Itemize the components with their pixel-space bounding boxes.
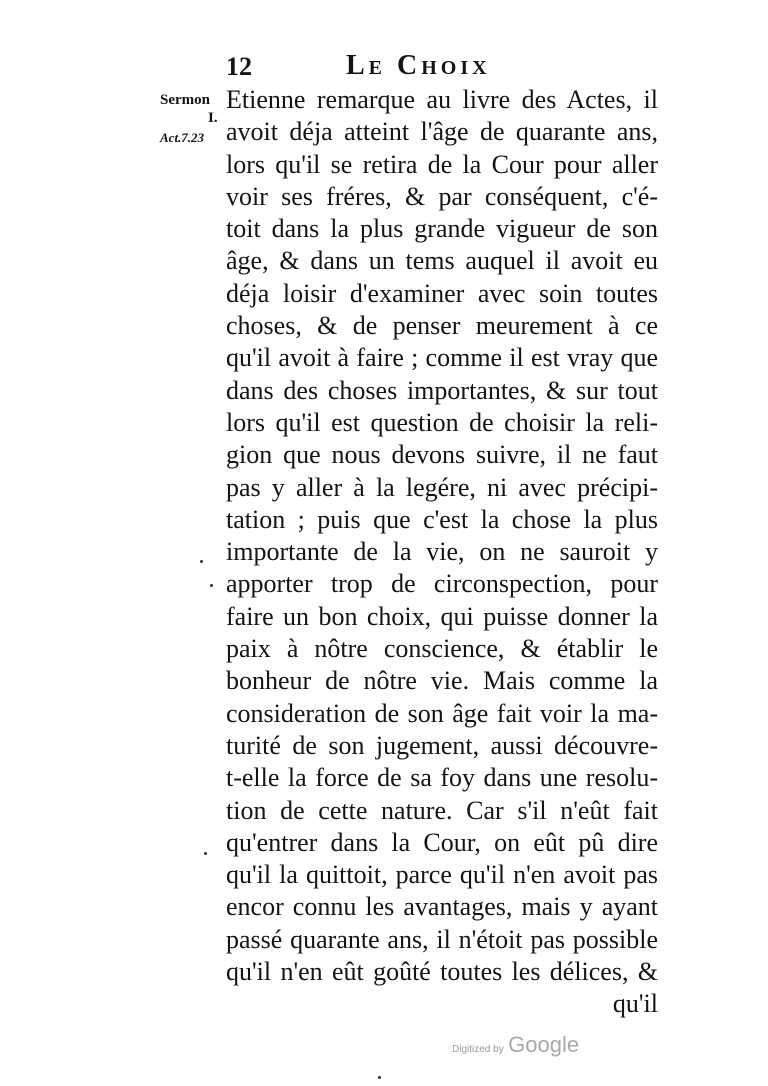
text-line: avoit déja atteint l'âge de quarante ans, xyxy=(226,117,658,147)
text-line: t-elle la force de sa foy dans une resolu- xyxy=(226,763,658,793)
text-line: encor connu les avantages, mais y ayant xyxy=(226,892,658,922)
text-line: lors qu'il est question de choisir la reli- xyxy=(226,407,658,437)
digitized-label: Digitized by xyxy=(452,1044,504,1055)
margin-note-number: I. xyxy=(208,110,218,126)
text-line: pas y aller à la legére, ni avec précipi- xyxy=(226,472,658,502)
body-text xyxy=(226,84,658,1021)
text-line: consideration de son âge fait voir la ma- xyxy=(226,698,658,728)
text-line: déja loisir d'examiner avec soin toutes xyxy=(226,278,658,308)
google-wordmark: Google xyxy=(508,1032,580,1057)
text-line: tation ; puis que c'est la chose la plus xyxy=(226,504,658,534)
text-line: faire un bon choix, qui puisse donner la xyxy=(226,601,658,631)
page-header xyxy=(226,46,538,86)
ink-speck xyxy=(204,852,207,855)
text-line: apporter trop de circonspection, pour xyxy=(226,569,658,599)
catchword: qu'il xyxy=(612,989,658,1019)
text-line: âge, & dans un tems auquel il avoit eu xyxy=(226,246,658,276)
text-line: bonheur de nôtre vie. Mais comme la xyxy=(226,666,658,696)
ink-speck xyxy=(210,584,213,587)
text-line: gion que nous devons suivre, il ne faut xyxy=(226,440,658,470)
text-line: dans des choses importantes, & sur tout xyxy=(226,375,658,405)
text-line: lors qu'il se retira de la Cour pour aller xyxy=(226,149,658,179)
ink-speck xyxy=(378,1076,381,1079)
text-line: Etienne remarque au livre des Actes, il xyxy=(226,85,658,114)
margin-note-reference: Act.7.23 xyxy=(160,130,205,145)
text-line: qu'entrer dans la Cour, on eût pû dire xyxy=(226,827,658,857)
margin-note-sermon: Sermon xyxy=(160,92,210,108)
digitization-watermark xyxy=(452,1032,579,1058)
text-line: toit dans la plus grande vigueur de son xyxy=(226,214,658,244)
text-line: voir ses fréres, & par conséquent, c'é- xyxy=(226,181,658,211)
running-head: Le Choix xyxy=(346,50,491,81)
text-line: importante de la vie, on ne sauroit y xyxy=(226,537,658,567)
text-line: qu'il avoit à faire ; comme il est vray que xyxy=(226,343,658,373)
text-line: qu'il la quittoit, parce qu'il n'en avoit pas xyxy=(226,860,658,890)
text-line: tion de cette nature. Car s'il n'eût fait xyxy=(226,795,658,825)
page-number: 12 xyxy=(226,52,252,81)
text-line: qu'il n'en eût goûté toutes les délices, & xyxy=(226,957,658,987)
ink-speck xyxy=(200,560,203,563)
text-line: turité de son jugement, aussi découvre- xyxy=(226,730,658,760)
text-line: passé quarante ans, il n'étoit pas possible xyxy=(226,924,658,954)
text-line: paix à nôtre conscience, & établir le xyxy=(226,634,658,664)
text-line: choses, & de penser meurement à ce xyxy=(226,311,658,341)
